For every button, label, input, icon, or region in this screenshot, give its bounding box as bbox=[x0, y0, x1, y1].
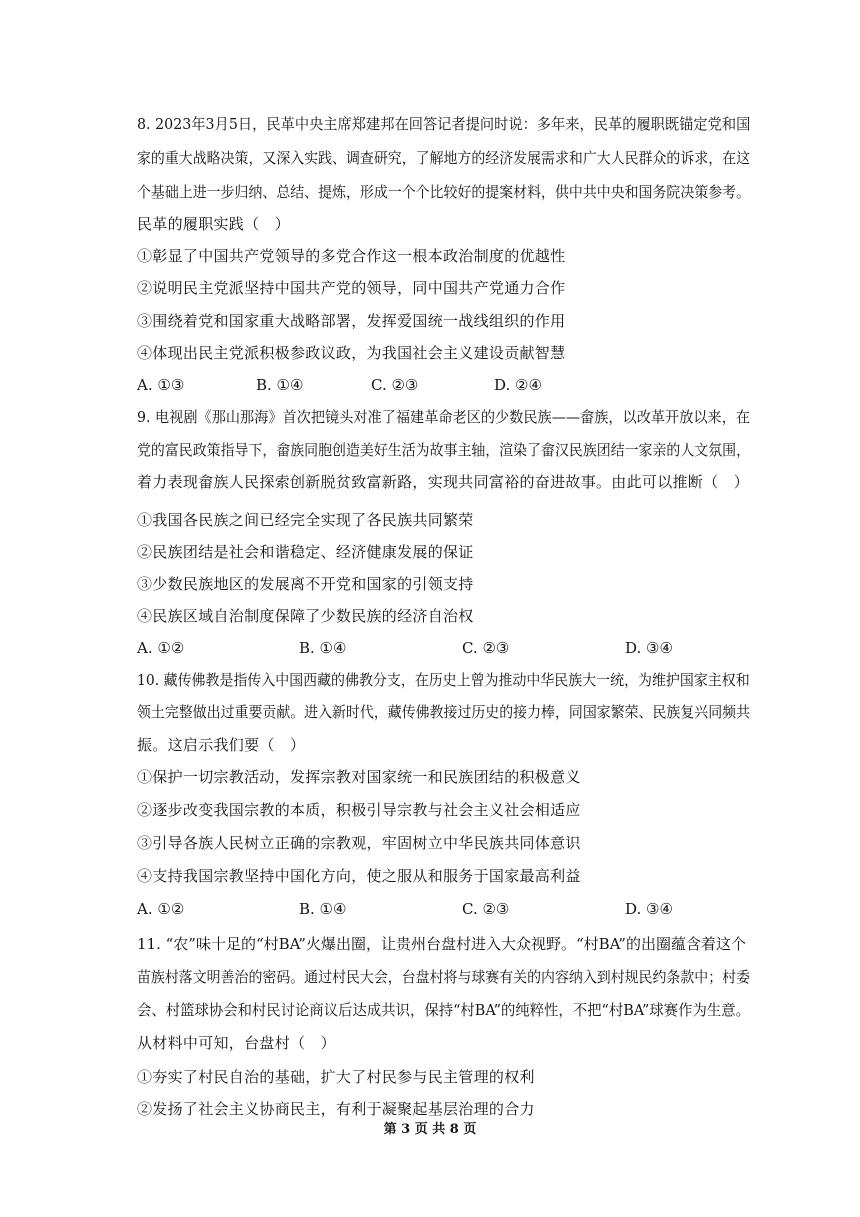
q10-stem-line-3: 振。这启示我们要（ ） bbox=[137, 736, 306, 754]
q11-statement-2: ②发扬了社会主义协商民主，有利于凝聚起基层治理的合力 bbox=[137, 1100, 535, 1118]
q8-option-b: B. ①④ bbox=[256, 376, 304, 394]
q10-statement-2: ②逐步改变我国宗教的本质，积极引导宗教与社会主义社会相适应 bbox=[137, 801, 581, 819]
q10-stem-line-2: 领土完整做出过重要贡献。进入新时代，藏传佛教接过历史的接力棒，同国家繁荣、民族复兴同频共 bbox=[137, 703, 751, 721]
q11-stem-line-1: 11. “农”味十足的“村BA”火爆出圈，让贵州台盘村进入大众视野。“村BA”的出圈蕴含着这个 bbox=[137, 935, 746, 953]
page-number-footer: 第 3 页 共 8 页 bbox=[383, 1122, 477, 1137]
q11-stem-line-4: 从材料中可知，台盘村（ ） bbox=[137, 1034, 336, 1052]
q8-stem-line-3: 个基础上进一步归纳、总结、提炼，形成一个个比较好的提案材料，供中共中央和国务院决策参考。 bbox=[137, 183, 751, 201]
q8-statement-4: ④体现出民主党派积极参政议政，为我国社会主义建设贡献智慧 bbox=[137, 344, 566, 362]
q8-stem-line-4: 民革的履职实践（ ） bbox=[137, 215, 291, 233]
q8-stem-line-1: 8. 2023年3月5日，民革中央主席郑建邦在回答记者提问时说：多年来，民革的履职既锚定党和国 bbox=[137, 115, 751, 133]
q8-statement-1: ①彰显了中国共产党领导的多党合作这一根本政治制度的优越性 bbox=[137, 247, 566, 265]
q10-statement-1: ①保护一切宗教活动，发挥宗教对国家统一和民族团结的积极意义 bbox=[137, 768, 581, 786]
q11-statement-1: ①夯实了村民自治的基础，扩大了村民参与民主管理的权利 bbox=[137, 1068, 535, 1086]
q9-statement-4: ④民族区域自治制度保障了少数民族的经济自治权 bbox=[137, 607, 474, 625]
q8-option-a: A. ①③ bbox=[137, 376, 185, 394]
q10-statement-4: ④支持我国宗教坚持中国化方向，使之服从和服务于国家最高利益 bbox=[137, 867, 581, 885]
q10-option-b: B. ①④ bbox=[299, 900, 347, 918]
q8-statement-3: ③围绕着党和国家重大战略部署，发挥爱国统一战线组织的作用 bbox=[137, 312, 566, 330]
q10-stem-line-1: 10. 藏传佛教是指传入中国西藏的佛教分支，在历史上曾为推动中华民族大一统，为维护国家主权和 bbox=[137, 671, 750, 689]
q8-stem-line-2: 家的重大战略决策，又深入实践、调查研究，了解地方的经济发展需求和广大人民群众的诉求，在这 bbox=[137, 149, 751, 167]
q9-statement-1: ①我国各民族之间已经完全实现了各民族共同繁荣 bbox=[137, 511, 474, 529]
q9-option-c: C. ②③ bbox=[462, 639, 510, 657]
q8-option-c: C. ②③ bbox=[371, 376, 419, 394]
q10-statement-3: ③引导各族人民树立正确的宗教观，牢固树立中华民族共同体意识 bbox=[137, 834, 581, 852]
q9-statement-3: ③少数民族地区的发展离不开党和国家的引领支持 bbox=[137, 575, 474, 593]
q9-option-b: B. ①④ bbox=[299, 639, 347, 657]
q9-stem-line-2: 党的富民政策指导下，畲族同胞创造美好生活为故事主轴，渲染了畲汉民族团结一家亲的人文氛围， bbox=[137, 441, 751, 459]
q8-statement-2: ②说明民主党派坚持中国共产党的领导，同中国共产党通力合作 bbox=[137, 279, 566, 297]
q11-stem-line-3: 会、村篮球协会和村民讨论商议后达成共识，保持“村BA”的纯粹性，不把“村BA”球赛作为生意。 bbox=[137, 1001, 750, 1019]
q8-option-d: D. ②④ bbox=[494, 376, 542, 394]
q9-stem-line-3: 着力表现畲族人民探索创新脱贫致富新路，实现共同富裕的奋进故事。由此可以推断（ ） bbox=[137, 473, 750, 491]
q10-option-a: A. ①② bbox=[137, 900, 185, 918]
q11-stem-line-2: 苗族村落文明善治的密码。通过村民大会，台盘村将与球赛有关的内容纳入到村规民约条款中；村委 bbox=[137, 968, 751, 986]
q9-option-a: A. ①② bbox=[137, 639, 185, 657]
q9-option-d: D. ③④ bbox=[625, 639, 673, 657]
q9-statement-2: ②民族团结是社会和谐稳定、经济健康发展的保证 bbox=[137, 543, 474, 561]
q10-option-d: D. ③④ bbox=[625, 900, 673, 918]
q9-stem-line-1: 9. 电视剧《那山那海》首次把镜头对准了福建革命老区的少数民族——畲族，以改革开放以来，在 bbox=[137, 408, 751, 426]
q10-option-c: C. ②③ bbox=[462, 900, 510, 918]
